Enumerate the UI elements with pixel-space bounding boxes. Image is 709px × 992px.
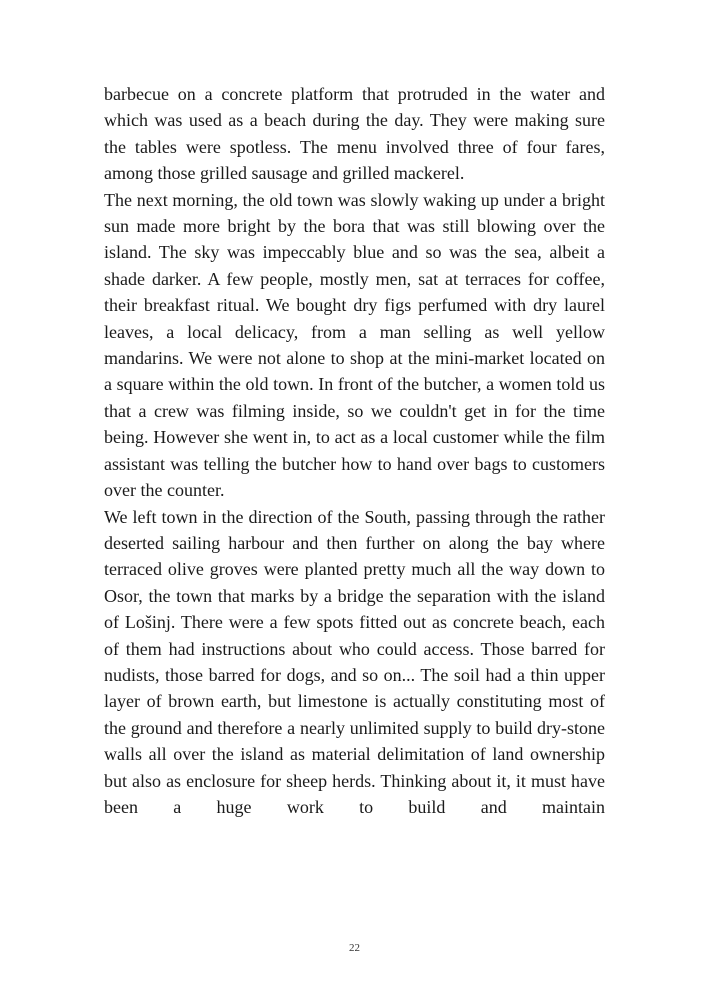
paragraph-left-town: We left town in the direction of the South, passing through the rather deserted sailing harbour and then further on along the bay where terraced olive groves were planted pretty much all the way down to Osor, the town that marks by a bridge the separation with the island of Lošinj. There were a few spots fitted out as concrete beach, each of them had instructions about who could access. Those barred for nudists, those barred for dogs, and so on... The soil had a thin upper layer of brown earth, but limestone is actually constituting most of the ground and therefore a nearly unlimited supply to build dry-stone walls all over the island as material delimitation of land ownership but also as enclosure for sheep herds. Thinking about it, it must have been a huge work to build and maintain [104,506,605,817]
paragraph-next-morning: The next morning, the old town was slowly waking up under a bright sun made more bright by the bora that was still blowing over the island. The sky was impeccably blue and so was the sea, albeit a shade darker. A few people, mostly men, sat at terraces for coffee, their breakfast ritual. We bought dry figs perfumed with dry laurel leaves, a local delicacy, from a man selling as well yellow mandarins. We were not alone to shop at the mini-market located on a square within the old town. In front of the butcher, a women told us that a crew was filming inside, so we couldn't get in for the time being. However she went in, to act as a local customer while the film assistant was telling the butcher how to hand over bags to customers over the counter. [104,189,605,501]
page-number: 22 [349,942,360,954]
paragraph-barbecue: barbecue on a concrete platform that protruded in the water and which was used as a beach during the day. They were making sure the tables were spotless. The menu involved three of four fares, among those grilled sausage and grilled mackerel. [104,84,605,184]
body-text [104,81,605,820]
